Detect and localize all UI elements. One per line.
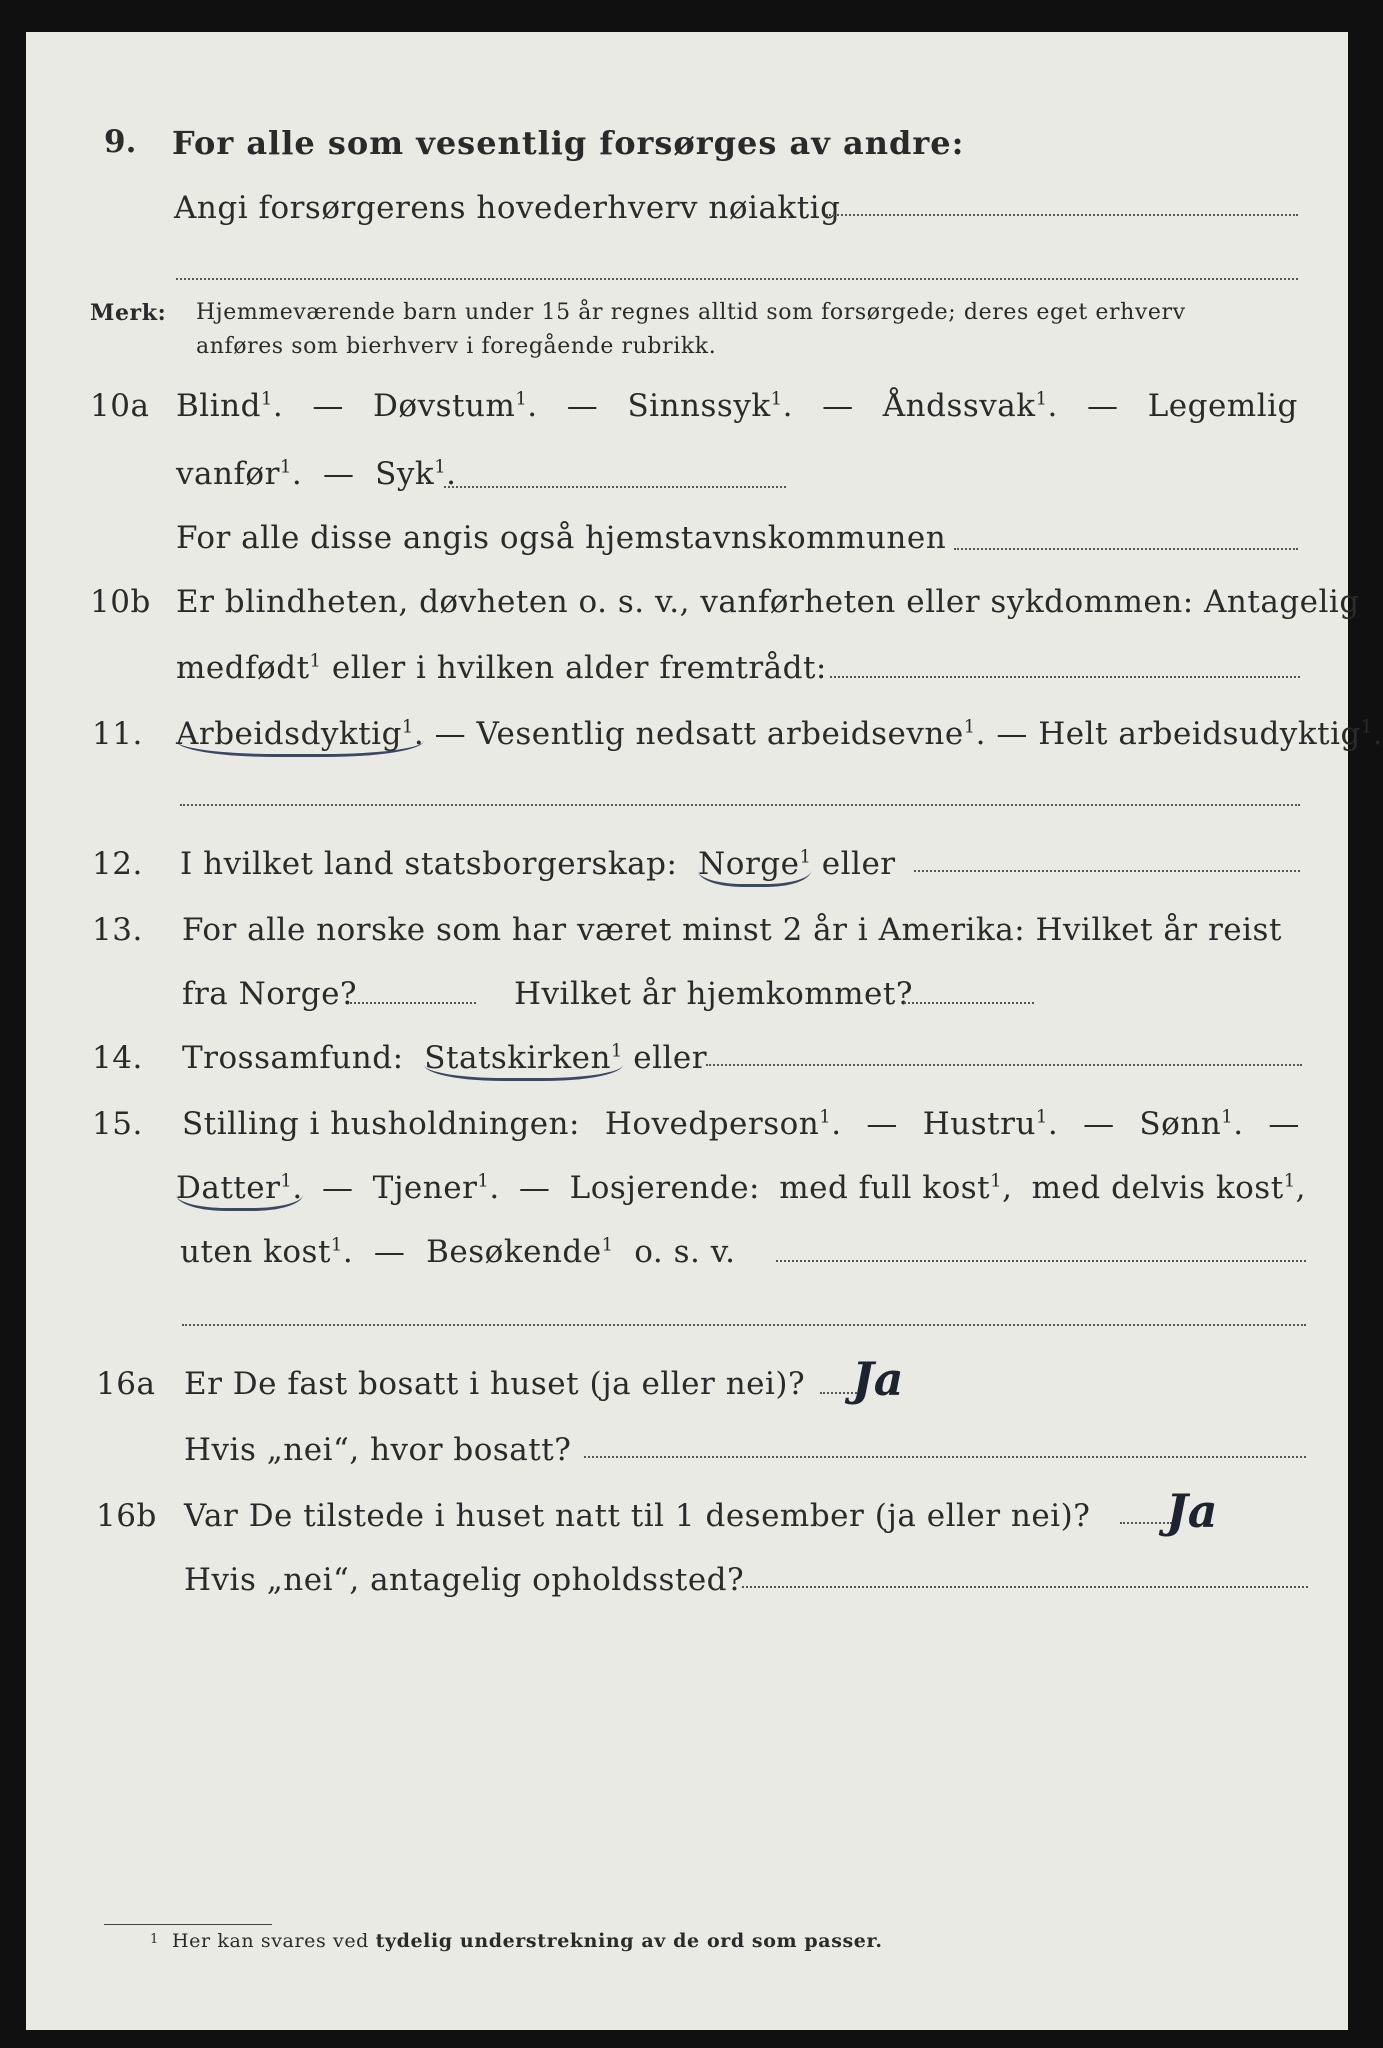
footnote-rule xyxy=(104,1924,272,1925)
q10a-option-syk[interactable]: Syk$^1$. xyxy=(375,456,457,492)
q14-line: Trossamfund: Statskirken$^1$ eller xyxy=(182,1040,707,1076)
q10a-option-vanfor[interactable]: vanfør$^1$. xyxy=(176,456,303,492)
q11-option-nedsatt[interactable]: Vesentlig nedsatt arbeidsevne$^1$. xyxy=(476,716,987,752)
q16b-line-2: Hvis „nei“, antagelig opholdssted? xyxy=(184,1562,745,1598)
q10a-options: Blind$^1$. — Døvstum$^1$. — Sinnssyk$^1$. — Åndssvak$^1$. — Legemlig xyxy=(176,388,1298,424)
q10a-number: 10a xyxy=(90,388,150,424)
q15-option-datter[interactable]: Datter$^1$. xyxy=(176,1170,303,1211)
q11-options: Arbeidsdyktig$^1$. — Vesentlig nedsatt arbeidsevne$^1$. — Helt arbeidsudyktig$^1$. xyxy=(176,716,1383,752)
q10b-number: 10b xyxy=(90,584,151,620)
q10b-line-1: Er blindheten, døvheten o. s. v., vanførheten eller sykdommen: Antagelig xyxy=(176,584,1360,620)
q10a-option-sinnssyk[interactable]: Sinnssyk$^1$. xyxy=(627,388,793,424)
q10a-answer-line[interactable] xyxy=(444,486,786,488)
q9-number: 9. xyxy=(104,124,137,160)
q16a-handwritten-answer[interactable]: Ja xyxy=(852,1352,904,1406)
q11-option-udyktig[interactable]: Helt arbeidsudyktig$^1$. xyxy=(1038,716,1383,752)
q15-option-delvis-kost[interactable]: med delvis kost$^1$, xyxy=(1031,1170,1306,1206)
q16b-handwritten-answer[interactable]: Ja xyxy=(1166,1484,1218,1538)
census-form-page xyxy=(26,32,1348,2030)
q15-line-1: Stilling i husholdningen: Hovedperson$^1$. — Hustru$^1$. — Sønn$^1$. — xyxy=(182,1106,1300,1142)
q9-line: Angi forsørgerens hovederhverv nøiaktig xyxy=(174,190,841,226)
q10a-option-dovstum[interactable]: Døvstum$^1$. xyxy=(373,388,538,424)
q10a-hjemstavn-line[interactable] xyxy=(954,548,1298,550)
q16b-number: 16b xyxy=(96,1498,157,1534)
q15-option-sonn[interactable]: Sønn$^1$. xyxy=(1139,1106,1244,1142)
q9-answer-line[interactable] xyxy=(826,214,1298,216)
q11-option-arbeidsdyktig[interactable]: Arbeidsdyktig$^1$. xyxy=(176,716,424,757)
q14-number: 14. xyxy=(92,1040,143,1076)
q16a-bosatt-line[interactable] xyxy=(584,1456,1306,1458)
q13-reist-line[interactable] xyxy=(350,1002,476,1004)
q10b-option-medfodt[interactable]: medfødt$^1$ xyxy=(176,650,322,686)
merk-text-1: Hjemmeværende barn under 15 år regnes alltid som forsørgede; deres eget erhverv xyxy=(196,300,1186,325)
q16b-answer-line[interactable] xyxy=(1120,1522,1172,1524)
footnote-mark: 1 xyxy=(150,1932,159,1947)
q16b-opholdssted-line[interactable] xyxy=(742,1586,1308,1588)
merk-text-2: anføres som bierhverv i foregående rubrikk. xyxy=(196,334,717,359)
footnote-text: Her kan svares ved tydelig understrekning av de ord som passer. xyxy=(172,1930,883,1952)
q12-number: 12. xyxy=(92,846,143,882)
q12-answer-line[interactable] xyxy=(914,870,1300,872)
q16a-line-1: Er De fast bosatt i huset (ja eller nei)? xyxy=(184,1366,806,1402)
q12-line: I hvilket land statsborgerskap: Norge$^1$ eller xyxy=(180,846,896,882)
q15-option-hustru[interactable]: Hustru$^1$. xyxy=(922,1106,1059,1142)
q10b-answer-line[interactable] xyxy=(830,676,1300,678)
q15-line-3: uten kost$^1$. — Besøkende$^1$ o. s. v. xyxy=(180,1234,736,1270)
q15-option-hovedperson[interactable]: Hovedperson$^1$. xyxy=(604,1106,842,1142)
q13-number: 13. xyxy=(92,912,143,948)
q10b-line-2: medfødt$^1$ eller i hvilken alder fremtrådt: xyxy=(176,650,827,686)
q14-answer-line[interactable] xyxy=(706,1064,1302,1066)
q10a-line-3: For alle disse angis også hjemstavnskommunen xyxy=(176,520,947,556)
q15-number: 15. xyxy=(92,1106,143,1142)
q13-line-2a: fra Norge? xyxy=(182,976,358,1012)
q15-option-besokende[interactable]: Besøkende$^1$ xyxy=(426,1234,614,1270)
q11-number: 11. xyxy=(92,716,143,752)
q14-option-statskirken[interactable]: Statskirken$^1$ xyxy=(424,1040,623,1081)
q15-option-tjener[interactable]: Tjener$^1$. xyxy=(372,1170,500,1206)
q15-line-2: Datter$^1$. — Tjener$^1$. — Losjerende: med full kost$^1$, med delvis kost$^1$, xyxy=(176,1170,1306,1211)
q13-line-1: For alle norske som har været minst 2 år i Amerika: Hvilket år reist xyxy=(182,912,1282,948)
merk-label: Merk: xyxy=(90,300,167,326)
q10a-option-blind[interactable]: Blind$^1$. xyxy=(176,388,284,424)
q12-option-norge[interactable]: Norge$^1$ xyxy=(698,846,811,887)
q15-answer-line[interactable] xyxy=(776,1260,1306,1262)
q11-answer-line[interactable] xyxy=(180,804,1300,806)
q16a-line-2: Hvis „nei“, hvor bosatt? xyxy=(184,1432,572,1468)
q10a-line-2: vanfør$^1$. — Syk$^1$. xyxy=(176,456,457,492)
q16a-number: 16a xyxy=(96,1366,156,1402)
q15-option-full-kost[interactable]: med full kost$^1$, xyxy=(779,1170,1013,1206)
q13-line-2b: Hvilket år hjemkommet? xyxy=(514,976,913,1012)
q13-hjemkommet-line[interactable] xyxy=(904,1002,1034,1004)
q9-answer-line-2[interactable] xyxy=(176,278,1298,280)
q10a-option-andssvak[interactable]: Åndssvak$^1$. xyxy=(882,388,1058,424)
q15-option-uten-kost[interactable]: uten kost$^1$. xyxy=(180,1234,354,1270)
q10a-option-legemlig[interactable]: Legemlig xyxy=(1147,388,1298,424)
q16b-line-1: Var De tilstede i huset natt til 1 desember (ja eller nei)? xyxy=(184,1498,1091,1534)
q15-answer-line-2[interactable] xyxy=(182,1324,1306,1326)
q9-title: For alle som vesentlig forsørges av andre: xyxy=(172,124,965,162)
